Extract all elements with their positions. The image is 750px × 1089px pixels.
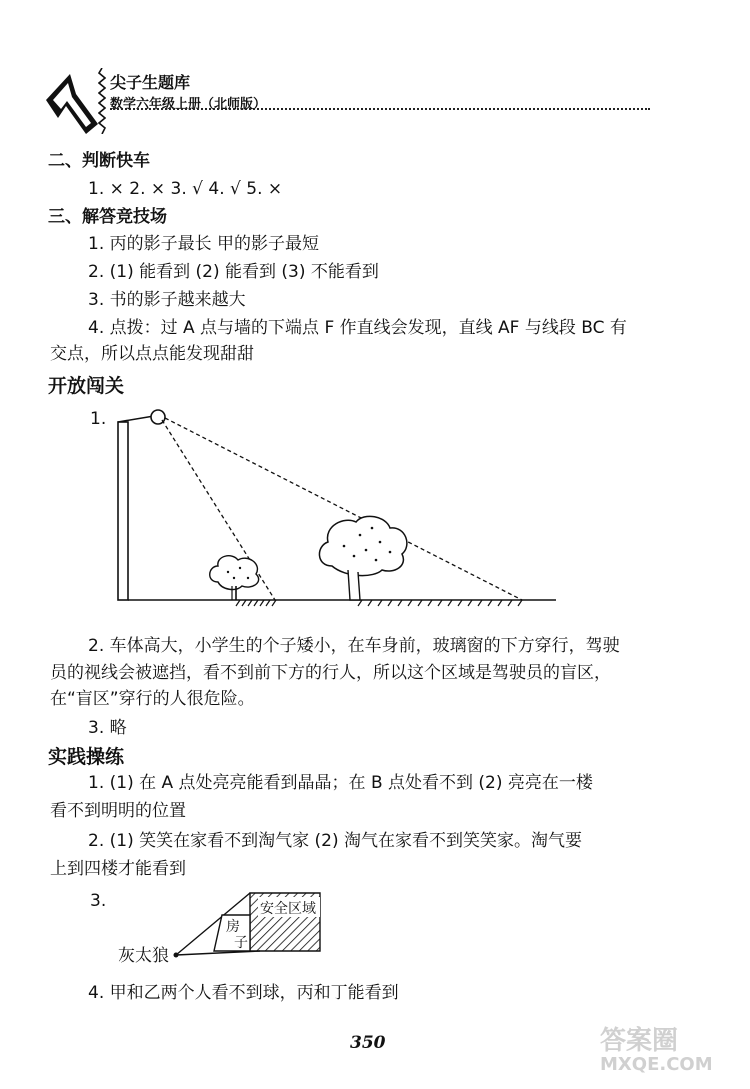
- header-zigzag: [98, 68, 104, 134]
- header-rule: [110, 108, 650, 110]
- watermark-top: 答案圈: [600, 1026, 679, 1056]
- safe-zone-label: 安全区域: [260, 901, 316, 917]
- practice-q4: 4. 甲和乙两个人看不到球，丙和丁能看到: [88, 983, 399, 1003]
- practice-q2-line2: 上到四楼才能看到: [50, 859, 186, 879]
- open-q2-line3: 在“盲区”穿行的人很危险。: [50, 689, 255, 709]
- practice-q2-line1: 2. (1) 笑笑在家看不到淘气家 (2) 淘气在家看不到笑笑家。淘气要: [88, 831, 582, 851]
- open-q2-line1: 2. 车体高大，小学生的个子矮小，在车身前，玻璃窗的下方穿行，驾驶: [88, 636, 620, 656]
- section-3-q4-line2: 交点，所以点点能发现甜甜: [50, 344, 254, 364]
- watermark-bottom: MXQE.COM: [600, 1054, 713, 1075]
- shadow-diagram: [110, 400, 570, 615]
- practice-q1-line2: 看不到明明的位置: [50, 801, 186, 821]
- open-q3: 3. 略: [88, 718, 127, 738]
- arrow-logo-icon: [40, 68, 106, 142]
- section-3-q1: 1. 丙的影子最长 甲的影子最短: [88, 234, 320, 254]
- small-tree: [210, 556, 259, 600]
- section-3-q3: 3. 书的影子越来越大: [88, 290, 246, 310]
- small-tree-shadow: [236, 600, 276, 606]
- section-3-q4-line1: 4. 点拨：过 A 点与墙的下端点 F 作直线会发现，直线 AF 与线段 BC 有: [88, 318, 627, 338]
- practice-q3-label: 3.: [90, 891, 107, 911]
- house-char-1: 房: [226, 919, 240, 935]
- page-number: 350: [350, 1033, 386, 1053]
- open-q2-line2: 员的视线会被遮挡，看不到前下方的行人，所以这个区域是驾驶员的盲区，: [50, 663, 611, 683]
- big-tree: [319, 516, 406, 600]
- practice-section-title: 实践操练: [48, 746, 125, 768]
- wolf-point: [174, 953, 179, 958]
- house-char-2: 子: [234, 935, 248, 951]
- lamp-post: [118, 422, 128, 600]
- section-3-title: 三、解答竞技场: [48, 207, 167, 227]
- section-3-q2: 2. (1) 能看到 (2) 能看到 (3) 不能看到: [88, 262, 379, 282]
- open-section-title: 开放闯关: [48, 375, 125, 397]
- brand-title: 尖子生题库: [110, 73, 191, 92]
- section-2-title: 二、判断快车: [48, 151, 150, 171]
- wolf-label: 灰太狼: [118, 946, 169, 966]
- book-subtitle: 数学六年级上册（北师版）: [110, 97, 267, 112]
- practice-q1-line1: 1. (1) 在 A 点处亮亮能看到晶晶；在 B 点处看不到 (2) 亮亮在一楼: [88, 773, 593, 793]
- big-tree-shadow: [358, 600, 522, 606]
- section-2-answers: 1. × 2. × 3. √ 4. √ 5. ×: [88, 179, 283, 199]
- open-q1-label: 1.: [90, 409, 107, 429]
